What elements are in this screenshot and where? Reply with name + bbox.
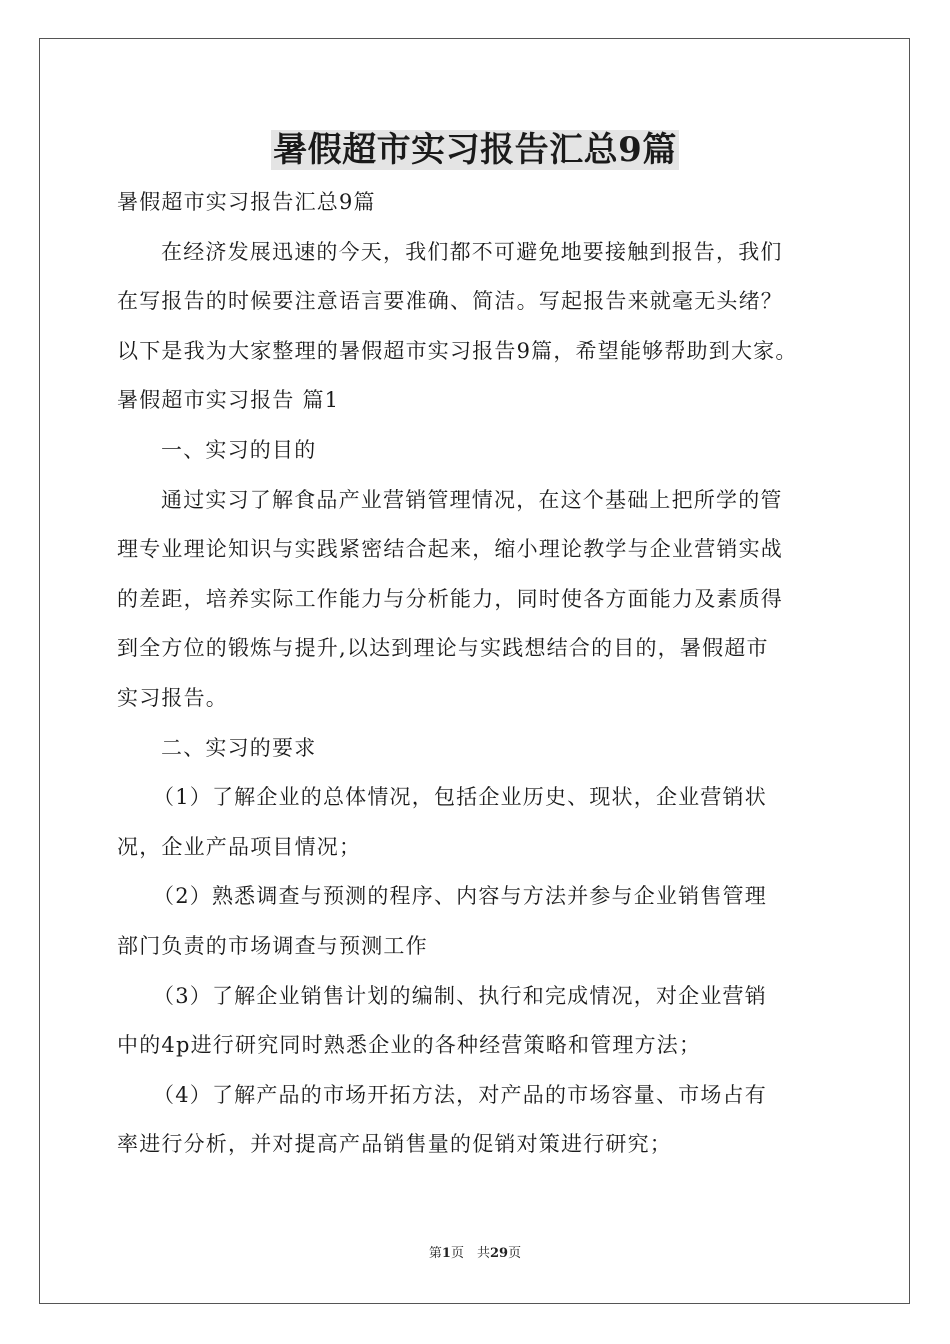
purpose-line-2: 理专业理论知识与实践紧密结合起来，缩小理论教学与企业营销实战 [117, 537, 783, 562]
footer-mid: 页 共 [450, 1246, 490, 1261]
requirement-2-line-2: 部门负责的市场调查与预测工作 [117, 933, 428, 958]
requirement-4-line-1: （4）了解产品的市场开拓方法，对产品的市场容量、市场占有 [153, 1082, 767, 1107]
intro-line-3: 以下是我为大家整理的暑假超市实习报告9篇，希望能够帮助到大家。 [117, 338, 798, 363]
purpose-line-4: 到全方位的锻炼与提升,以达到理论与实践想结合的目的，暑假超市 [117, 636, 769, 661]
requirement-2-line-1: （2）熟悉调查与预测的程序、内容与方法并参与企业销售管理 [153, 884, 767, 909]
requirement-1-line-1: （1）了解企业的总体情况，包括企业历史、现状，企业营销状 [153, 785, 767, 810]
intro-line-1: 在经济发展迅速的今天，我们都不可避免地要接触到报告，我们 [161, 239, 783, 264]
footer-current-page: 1 [441, 1246, 451, 1261]
requirement-3-line-1: （3）了解企业销售计划的编制、执行和完成情况，对企业营销 [153, 983, 767, 1008]
purpose-line-1: 通过实习了解食品产业营销管理情况，在这个基础上把所学的管 [161, 487, 783, 512]
document-title-text: 暑假超市实习报告汇总9篇 [273, 130, 677, 170]
page-number-footer [0, 1244, 950, 1264]
requirement-1-line-2: 况，企业产品项目情况； [117, 834, 362, 859]
subheading-purpose: 一、实习的目的 [161, 437, 317, 462]
requirement-4-line-2: 率进行分析，并对提高产品销售量的促销对策进行研究； [117, 1132, 672, 1157]
section-heading: 暑假超市实习报告 篇1 [117, 388, 340, 413]
purpose-line-5: 实习报告。 [117, 685, 228, 710]
footer-suffix: 页 [508, 1246, 522, 1261]
footer-prefix: 第 [428, 1246, 442, 1261]
document-body [117, 178, 839, 1170]
subtitle-line: 暑假超市实习报告汇总9篇 [117, 190, 376, 214]
footer-total-pages: 29 [489, 1246, 509, 1261]
purpose-line-3: 的差距，培养实际工作能力与分析能力，同时使各方面能力及素质得 [117, 586, 783, 611]
subheading-requirements: 二、实习的要求 [161, 735, 317, 760]
requirement-3-line-2: 中的4p进行研究同时熟悉企业的各种经营策略和管理方法； [117, 1033, 702, 1058]
document-title [0, 128, 950, 172]
intro-line-2: 在写报告的时候要注意语言要准确、简洁。写起报告来就毫无头绪？ [117, 289, 783, 314]
